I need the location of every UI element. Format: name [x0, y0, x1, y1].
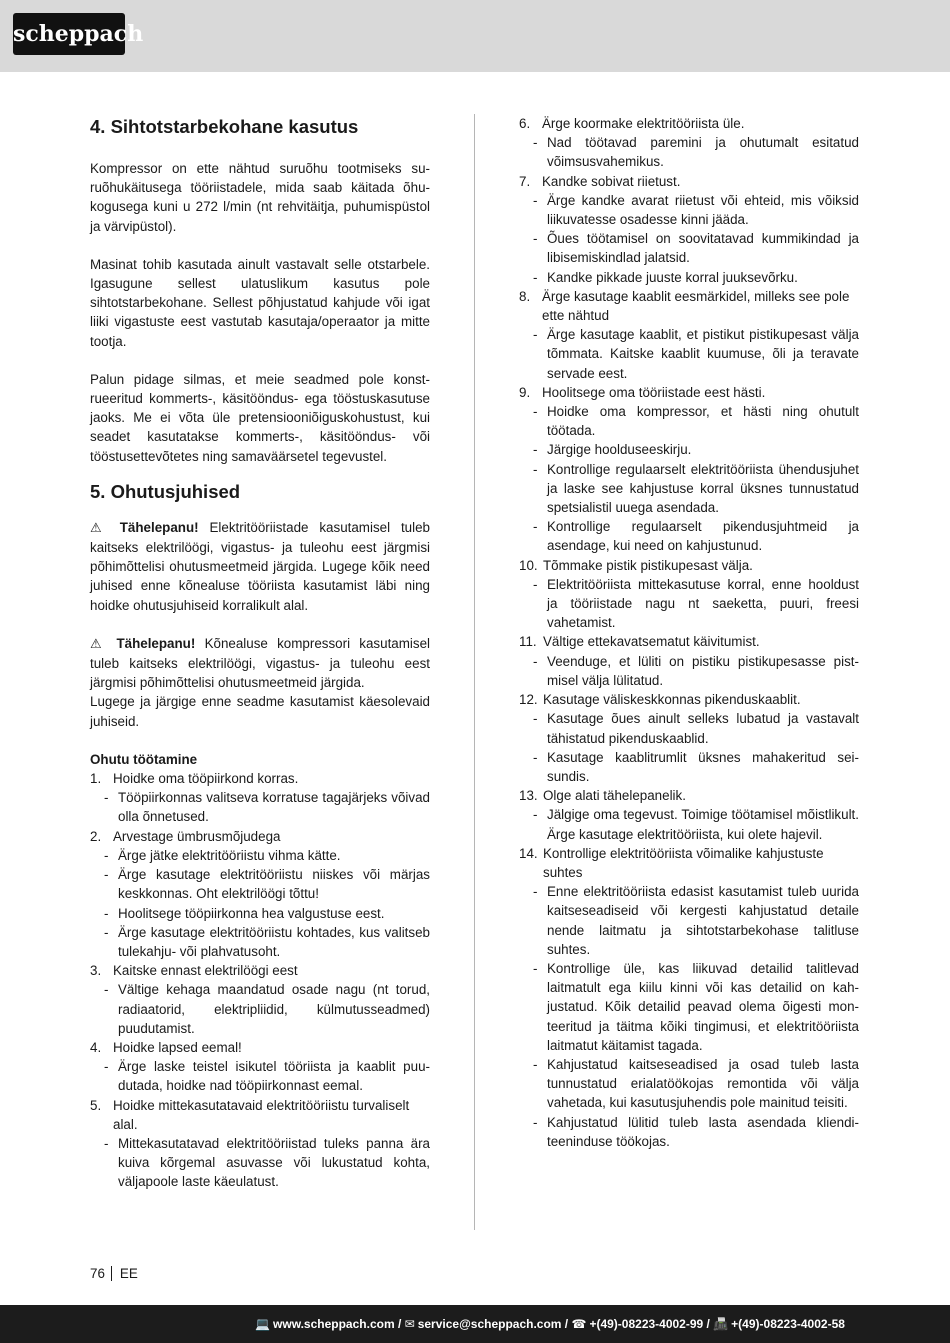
section-4-title: 4. Sihtotstarbekohane kasutus — [90, 116, 359, 137]
dash-bullet: - — [104, 867, 109, 883]
warning-label: Tähelepanu! — [119, 519, 199, 535]
dash-bullet: - — [533, 327, 538, 343]
dash-bullet: - — [533, 960, 538, 976]
item-text: Ärge kasutage kaablit eesmärkidel, milleks see pole ette nähtud — [542, 288, 850, 324]
page-separator — [111, 1266, 112, 1281]
sub-item — [90, 904, 430, 923]
sub-item-text: Tööpiirkonnas valitseva korratuse tagajärjeks võivad olla õnnetused. — [118, 790, 430, 825]
numbered-item — [519, 383, 859, 402]
sub-item — [519, 748, 859, 786]
dash-bullet: - — [533, 884, 538, 900]
safety-list-left — [90, 769, 430, 1191]
sub-item-text: Õues töötamisel on soovitatavad kummikindad ja libisemiskindlad jalatsid. — [547, 231, 859, 266]
sub-item-text: Ärge kandke avarat riietust või ehteid, mis võiksid liikuvatesse osadesse kinni jääda. — [547, 192, 859, 228]
item-number: 3. — [90, 963, 102, 979]
item-text: Hoidke oma tööpiirkond korras. — [113, 771, 299, 787]
sub-item — [519, 1113, 859, 1151]
dash-bullet: - — [533, 711, 538, 727]
item-text: Kasutage väliskeskkonnas pikenduskaablit. — [543, 692, 801, 708]
dash-bullet: - — [533, 1114, 538, 1130]
dash-bullet: - — [533, 442, 538, 458]
item-text: Ärge koormake elektritööriista üle. — [542, 116, 745, 131]
contact-footer — [0, 1305, 950, 1343]
dash-bullet: - — [533, 749, 538, 765]
numbered-item — [90, 769, 430, 788]
page-number: 76 — [90, 1266, 105, 1281]
numbered-item — [90, 961, 430, 980]
sub-item — [519, 1055, 859, 1113]
sub-item — [90, 980, 430, 1038]
footer-fax: +(49)-08223-4002-58 — [731, 1317, 845, 1331]
right-column — [519, 114, 859, 1151]
sub-item — [519, 229, 859, 267]
sub-item — [519, 460, 859, 518]
footer-web[interactable]: www.scheppach.com / — [273, 1317, 402, 1331]
sub-item — [519, 402, 859, 440]
sub-item — [519, 191, 859, 229]
warning-paragraph-1 — [90, 518, 430, 615]
numbered-item — [519, 632, 859, 651]
sub-item-text: Ärge jätke elektritööriistu vihma kätte. — [118, 847, 341, 863]
sub-item-text: Jälgige oma tegevust. Toimige töötamisel mõistlikult. Ärge kasutage elektritööriista, kui olete hajevil. — [547, 807, 859, 842]
left-column — [90, 114, 430, 1192]
item-number: 9. — [519, 384, 531, 400]
sub-item-text: Kasutage kaablitrumlit üksnes mahakeritud seisundis. — [547, 749, 859, 784]
footer-email[interactable]: service@scheppach.com / — [417, 1317, 569, 1331]
sub-item — [519, 325, 859, 383]
sub-item-text: Ärge kasutage kaablit, et pistikut pistikupesast välja tõmmata. Kaitske kaablit kuumuse, õli ja teravate servade eest. — [547, 327, 859, 381]
header-bar — [0, 0, 950, 72]
dash-bullet: - — [533, 404, 538, 420]
computer-icon: 💻 — [255, 1317, 271, 1331]
warning-text: Kõnealuse kompressori kasutamisel tuleb kaitseks elektrilöögi, vigastus- ja tuleohu eest järgmisi põhimõttelisi ohutusmeetmeid järgida. — [90, 635, 430, 691]
item-number: 10. — [519, 557, 538, 573]
item-number: 11. — [519, 634, 537, 650]
sub-item-text: Ärge laske teistel isikutel tööriista ja kaablit puudutada, hoidke nad tööpiirkonnast eemal. — [118, 1059, 430, 1094]
sub-item-text: Kasutage õues ainult selleks lubatud ja vastavalt tähistatud pikenduskaablid. — [547, 711, 859, 746]
sub-item-text: Järgige hoolduseeskirju. — [547, 442, 692, 458]
numbered-item — [519, 114, 859, 133]
sub-item — [90, 788, 430, 826]
item-text: Arvestage ümbrusmõjudega — [113, 828, 281, 844]
sub-item — [519, 709, 859, 747]
item-number: 7. — [519, 173, 531, 189]
item-text: Vältige ettekavatsematut käivitumist. — [543, 634, 760, 650]
item-number: 14. — [519, 845, 538, 861]
section-4-paragraph-2: Masinat tohib kasutada ainult vastavalt selle otstarbele. Igasugune sellest ulatuslikum kasutus pole sihtotstarbekohane. Sellest põhjustatud kahjude või igat liiki vigastuste eest vastutab kasutaja/operaator ja mitte tootja. — [90, 256, 430, 349]
numbered-item — [519, 786, 859, 805]
sub-item-text: Veenduge, et lüliti on pistiku pistikupesasse pistmisel välja lülitatud. — [547, 653, 859, 688]
footer-phone: +(49)-08223-4002-99 / — [589, 1317, 710, 1331]
dash-bullet: - — [104, 905, 109, 921]
numbered-item — [90, 827, 430, 846]
item-number: 4. — [90, 1039, 102, 1055]
item-number: 12. — [519, 692, 538, 708]
sub-item-text: Hoolitsege tööpiirkonna hea valgustuse eest. — [118, 905, 385, 921]
dash-bullet: - — [533, 461, 538, 477]
language-code: EE — [119, 1266, 138, 1281]
section-4-paragraph-1: Kompressor on ette nähtud suruõhu tootmiseks suruõhukäitusega tööriistadele, mida saab käitada õhukogusega kuni u 272 l/min (nt rehvitäitja, puhumispüstol ja värvipüstol). — [90, 161, 430, 234]
sub-item-text: Hoidke oma kompressor, et hästi ning ohutult töötada. — [547, 404, 859, 439]
sub-item-text: Mittekasutatavad elektritööriistad tuleks panna ära kuiva kõrgemal asuvasse või lukustatud kohta, väljapoole laste käeulatust. — [118, 1135, 430, 1190]
item-number: 1. — [90, 771, 102, 787]
sub-item — [519, 517, 859, 555]
dash-bullet: - — [533, 231, 538, 247]
sub-item-text: Enne elektritööriista edasist kasutamist tuleb uurida kaitseseadiseid või kergesti kahjustatud detaile nende laitmatu ja sihtotstarbekohase talitluse suhtes. — [547, 884, 859, 957]
phone-icon: ☎ — [571, 1317, 587, 1331]
numbered-item — [90, 1096, 430, 1134]
fax-icon: 📠 — [713, 1317, 729, 1331]
sub-item-text: Elektritööriista mittekasutuse korral, enne hooldust ja tööriistade nagu nt saeketta, puuri, freesi vahetamist. — [547, 576, 859, 631]
item-text: Kandke sobivat riietust. — [542, 173, 681, 189]
sub-item-text: Kontrollige üle, kas liikuvad detailid talitlevad laitmatult ega kiilu kinni või kas detailid on kahjustatud. Kõik detailid peavad olema õigesti monteeritud ja täitma kõiki tingimusi, et elektritööriista laitmatut käitamist tagada. — [547, 960, 859, 1053]
sub-item — [90, 846, 430, 865]
safety-list-right — [519, 114, 859, 1151]
sub-item — [519, 882, 859, 959]
item-number: 8. — [519, 288, 531, 304]
sub-item-text: Ärge kasutage elektritööriistu kohtades, kus valitseb tulekahju- või plahvatusoht. — [118, 924, 430, 959]
warning-triangle-icon: ⚠ — [90, 520, 109, 536]
dash-bullet: - — [533, 135, 538, 151]
item-text: Tõmmake pistik pistikupesast välja. — [543, 557, 753, 573]
item-number: 2. — [90, 828, 102, 844]
sub-item — [90, 1057, 430, 1095]
item-text: Kontrollige elektritööriista võimalike kahjustuste suhtes — [543, 845, 824, 880]
numbered-item — [519, 690, 859, 709]
sub-item-text: Kandke pikkade juuste korral juuksevõrku. — [547, 269, 798, 285]
sub-item — [519, 133, 859, 171]
sub-item-text: Ärge kasutage elektritööriistu niiskes või märjas keskkonnas. Oht elektrilöögi tõttu! — [118, 867, 430, 902]
warning-paragraph-2-extra: Lugege ja järgige enne seadme kasutamist käesolevaid juhiseid. — [90, 694, 430, 729]
page-footer-number — [90, 1264, 138, 1283]
item-text: Hoolitsege oma tööriistade eest hästi. — [542, 384, 766, 400]
sub-item — [90, 1134, 430, 1192]
section-4-paragraph-3: Palun pidage silmas, et meie seadmed pole konstrueeritud kommerts-, käsitööndus- ega tööstuskasutuse jaoks. Me ei võta üle pretensiooniõiguskohustust, kui seadet kasutatakse kommerts-, käsitööndus- või tööstusettevõtetes ning samaväärsetel tegevustel. — [90, 371, 430, 464]
dash-bullet: - — [533, 519, 538, 535]
column-divider — [474, 114, 475, 1230]
sub-item — [519, 959, 859, 1055]
dash-bullet: - — [104, 1059, 109, 1075]
sub-item — [90, 923, 430, 961]
item-text: Kaitske ennast elektrilöögi eest — [113, 963, 298, 979]
dash-bullet: - — [533, 192, 538, 208]
item-text: Hoidke mittekasutatavaid elektritööriistu turvaliselt alal. — [113, 1097, 410, 1132]
numbered-item — [519, 556, 859, 575]
dash-bullet: - — [104, 982, 109, 998]
sub-item-text: Kahjustatud kaitseseadised ja osad tuleb lasta tunnustatud erialatöökojas remontida või välja vahetada, kui kasutusjuhendis pole mainitud teisiti. — [547, 1056, 859, 1111]
numbered-item — [519, 287, 859, 325]
mail-icon: ✉ — [404, 1317, 415, 1331]
sub-item-text: Kontrollige regulaarselt elektritööriista ühendusjuhet ja laske see kahjustuse korral üksnes tunnustatud spetsialistil uuega asendada. — [547, 461, 859, 516]
sub-item-text: Nad töötavad paremini ja ohutumalt esitatud võimsusvahemikus. — [547, 135, 859, 170]
sub-item — [519, 805, 859, 843]
sub-item — [519, 652, 859, 690]
section-5-title: 5. Ohutusjuhised — [90, 480, 241, 502]
sub-item — [519, 575, 859, 633]
dash-bullet: - — [104, 847, 109, 863]
sub-item — [90, 865, 430, 903]
scheppach-logo: scheppach — [13, 13, 125, 55]
item-number: 6. — [519, 116, 531, 131]
sub-item-text: Kahjustatud lülitid tuleb lasta asendada klienditeeninduse töökojas. — [547, 1114, 859, 1149]
sub-item — [519, 268, 859, 287]
sub-item-text: Vältige kehaga maandatud osade nagu (nt torud, radiaatorid, elektripliidid, külmutusseadmed) puudutamist. — [118, 982, 430, 1036]
warning-paragraph-2 — [90, 634, 430, 693]
dash-bullet: - — [104, 1135, 109, 1151]
sub-item-text: Kontrollige regulaarselt pikendusjuhtmeid ja asendage, kui need on kahjustunud. — [547, 519, 859, 554]
item-text: Hoidke lapsed eemal! — [113, 1039, 242, 1055]
item-number: 5. — [90, 1097, 102, 1113]
dash-bullet: - — [533, 1056, 538, 1072]
dash-bullet: - — [533, 807, 538, 823]
warning-triangle-icon: ⚠ — [90, 636, 108, 652]
numbered-item — [519, 844, 859, 882]
dash-bullet: - — [533, 653, 538, 669]
warning-label: Tähelepanu! — [116, 635, 196, 651]
dash-bullet: - — [104, 790, 109, 806]
numbered-item — [519, 172, 859, 191]
item-number: 13. — [519, 788, 538, 804]
dash-bullet: - — [533, 269, 538, 285]
warning-text: Elektritööriistade kasutamisel tuleb kaitseks elektrilöögi, vigastus- ja tuleohu eest järgmisi põhimõttelisi ohutusmeetmeid järgida. Lugege kõik need juhised enne kõnealuse tööriista kasutamist läbi ning hoidke ohutusjuhiseid korralikult alal. — [90, 519, 430, 613]
dash-bullet: - — [104, 924, 109, 940]
dash-bullet: - — [533, 576, 538, 592]
sub-item — [519, 440, 859, 459]
item-text: Olge alati tähelepanelik. — [543, 788, 686, 804]
numbered-item — [90, 1038, 430, 1057]
safe-working-title: Ohutu töötamine — [90, 751, 198, 767]
